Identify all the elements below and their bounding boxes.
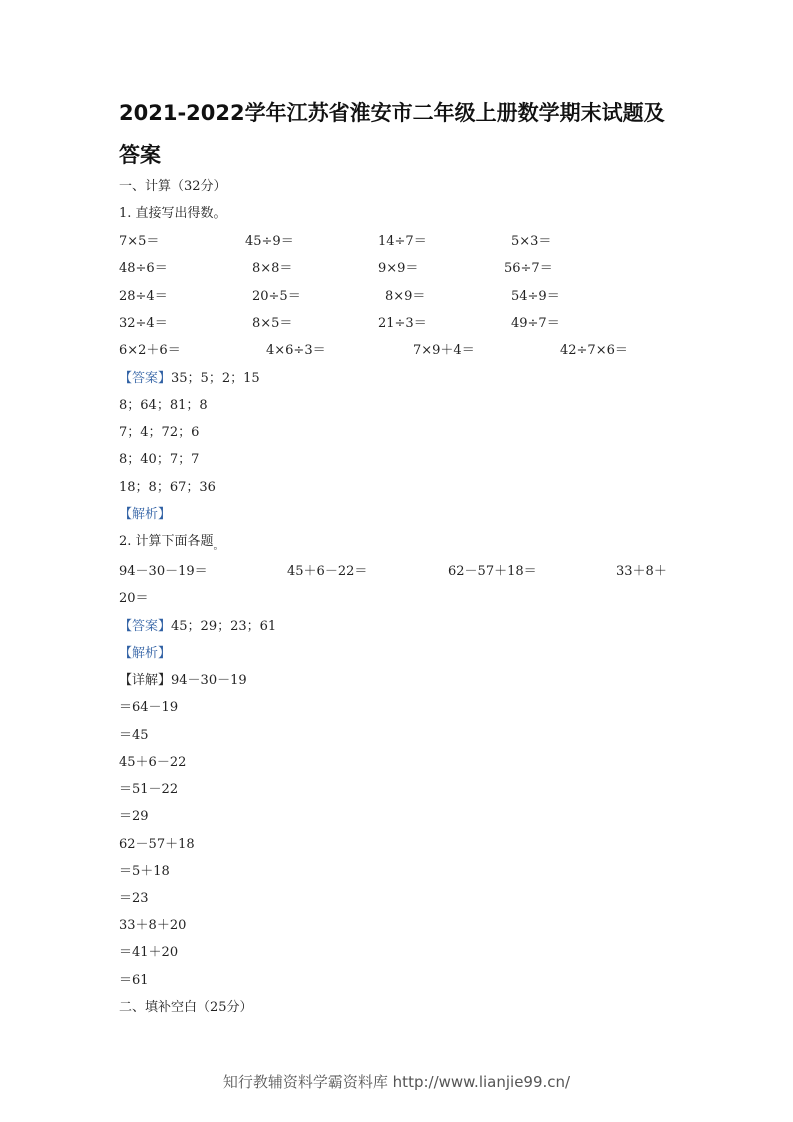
detail-line: ＝41＋20 [119, 945, 179, 960]
footer-watermark-link[interactable]: 知行教辅资料学霸资料库 http://www.lianjie99.cn/ [222, 1073, 571, 1091]
problem-cell: 33＋8＋ [616, 564, 667, 579]
answer-text: 45；29；23；61 [171, 619, 277, 634]
analysis-tag: 【解析】 [119, 646, 172, 661]
detail-line: ＝29 [119, 809, 149, 824]
answer-tag: 【答案】 [119, 619, 172, 634]
detail-line: ＝45 [119, 728, 149, 743]
problem-cell: 14÷7＝ [378, 234, 427, 249]
detail-line: ＝51－22 [119, 782, 179, 797]
problem-cell: 5×3＝ [511, 234, 552, 249]
problem-cell: 48÷6＝ [119, 261, 168, 276]
problem-cell: 56÷7＝ [504, 261, 553, 276]
problem-cell: 4×6÷3＝ [266, 343, 326, 358]
section-heading-2: 二、填补空白（25分） [119, 1000, 253, 1015]
problem-cell: 49÷7＝ [511, 316, 560, 331]
problem-cell: 7×5＝ [119, 234, 160, 249]
document-title: 2021-2022学年江苏省淮安市二年级上册数学期末试题及答案 [119, 101, 665, 167]
answer-line: 18；8；67；36 [119, 480, 216, 495]
question-2-text: 2. 计算下面各题 [119, 534, 214, 549]
answer-line [119, 618, 276, 636]
detail-line: ＝5＋18 [119, 864, 170, 879]
answer-line: 8；64；81；8 [119, 398, 208, 413]
detail-line: 62－57＋18 [119, 837, 195, 852]
problem-wrap: 20＝ [119, 591, 149, 606]
problem-cell: 45÷9＝ [245, 234, 294, 249]
problem-cell: 21÷3＝ [378, 316, 427, 331]
answer-line: 8；40；7；7 [119, 452, 200, 467]
detail-text: 94－30－19 [171, 673, 247, 688]
problem-cell: 32÷4＝ [119, 316, 168, 331]
problem-cell: 9×9＝ [378, 261, 419, 276]
question-2-dot: 。 [213, 541, 224, 552]
answer-line [119, 370, 260, 388]
detail-line: ＝61 [119, 973, 149, 988]
section-heading-1: 一、计算（32分） [119, 179, 227, 194]
problem-cell: 7×9＋4＝ [413, 343, 475, 358]
problem-cell: 62－57＋18＝ [448, 564, 537, 579]
problem-cell: 8×9＝ [385, 289, 426, 304]
problem-cell: 6×2＋6＝ [119, 343, 181, 358]
answer-line: 7；4；72；6 [119, 425, 200, 440]
question-2-label [119, 533, 224, 552]
answer-tag: 【答案】 [119, 371, 172, 386]
detail-line: ＝23 [119, 891, 149, 906]
question-1-label: 1. 直接写出得数。 [119, 206, 227, 221]
problem-cell: 28÷4＝ [119, 289, 168, 304]
problem-cell: 45＋6－22＝ [287, 564, 368, 579]
detail-line [119, 672, 247, 690]
problem-cell: 54÷9＝ [511, 289, 560, 304]
detail-line: 45＋6－22 [119, 755, 187, 770]
detail-line: 33＋8＋20 [119, 918, 187, 933]
problem-cell: 20÷5＝ [252, 289, 301, 304]
problem-cell: 8×5＝ [252, 316, 293, 331]
problem-cell: 94－30－19＝ [119, 564, 208, 579]
detail-tag: 【详解】 [119, 673, 172, 688]
detail-line: ＝64－19 [119, 700, 179, 715]
problem-cell: 8×8＝ [252, 261, 293, 276]
problem-cell: 42÷7×6＝ [560, 343, 628, 358]
answer-text: 35；5；2；15 [171, 371, 260, 386]
analysis-tag: 【解析】 [119, 507, 172, 522]
